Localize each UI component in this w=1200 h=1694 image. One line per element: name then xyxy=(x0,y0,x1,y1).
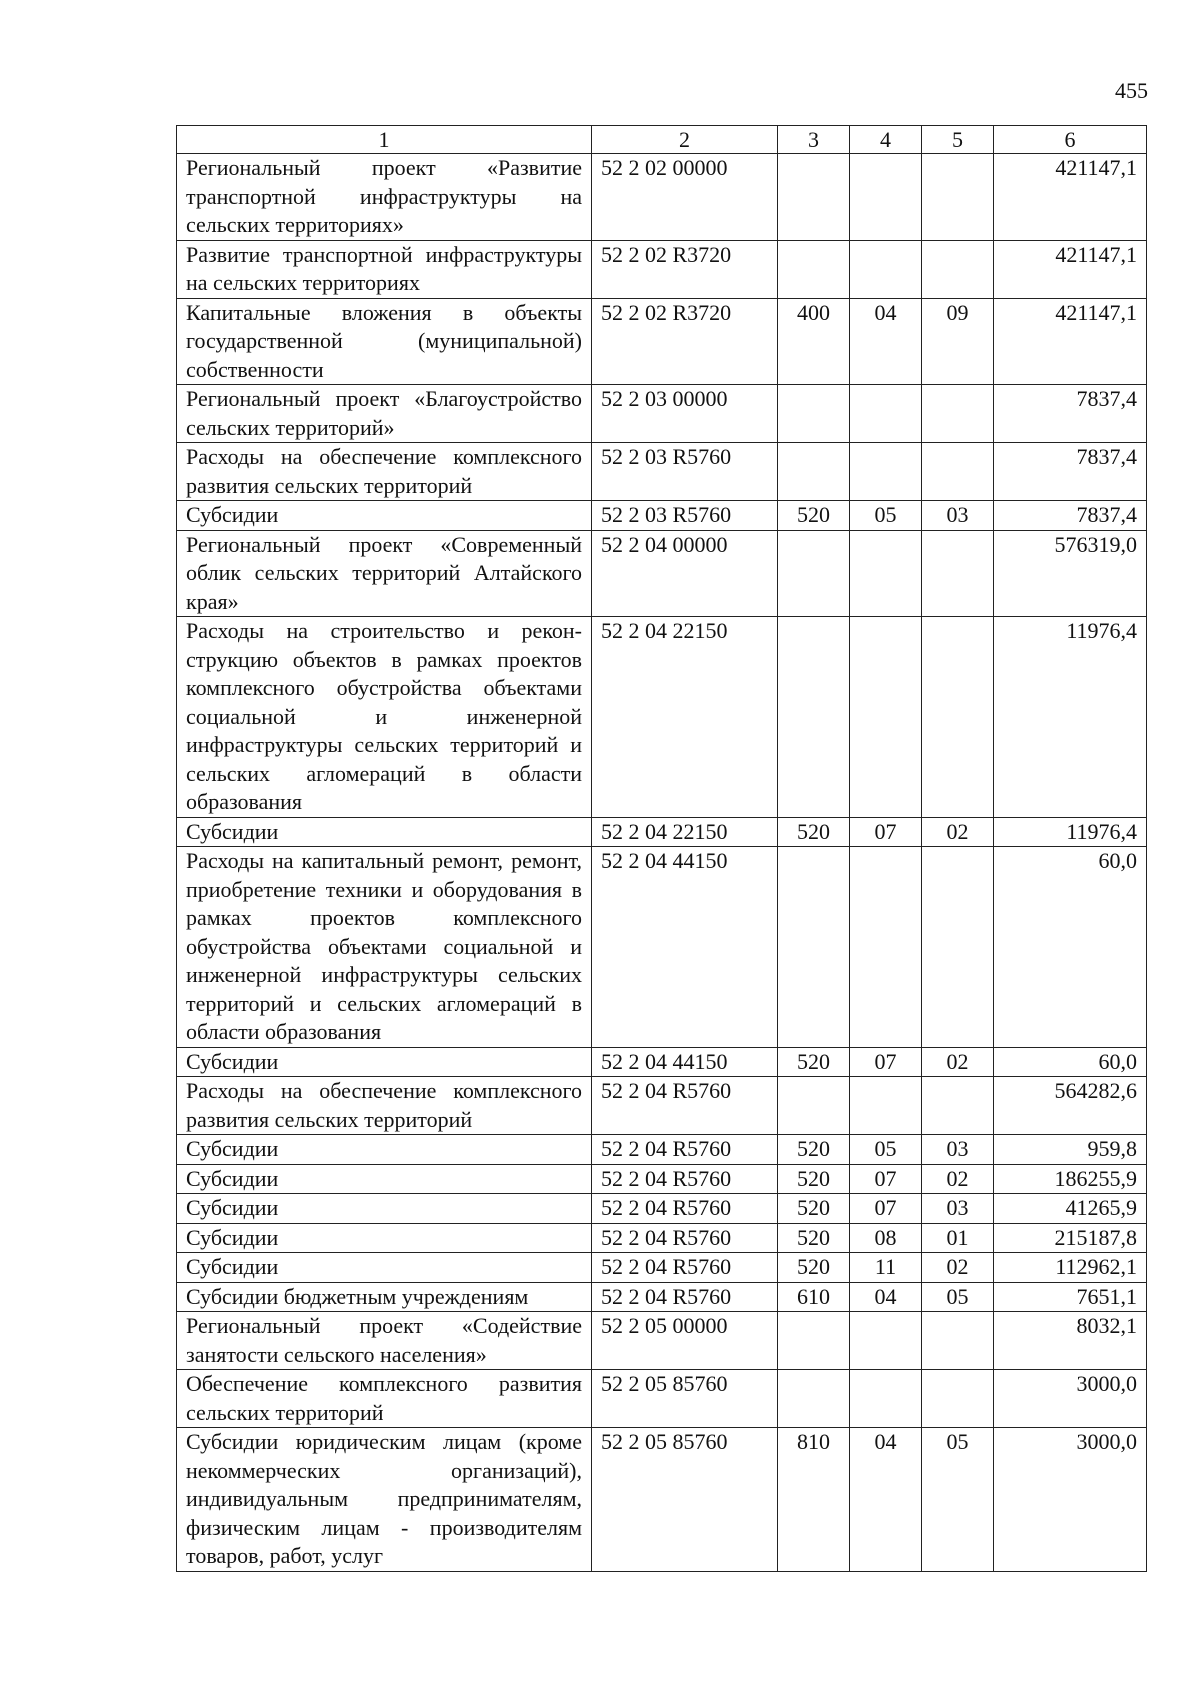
row-name-cell: Региональный проект «Содействие занятости сельского населения» xyxy=(177,1312,592,1370)
table-row xyxy=(177,154,1147,241)
row-col3-cell: 520 xyxy=(778,1253,850,1283)
row-code-cell: 52 2 04 44150 xyxy=(592,1047,778,1077)
header-row xyxy=(177,126,1147,154)
row-col3-cell xyxy=(778,847,850,1048)
row-amount-cell: 41265,9 xyxy=(994,1194,1147,1224)
row-col4-cell: 07 xyxy=(850,1047,922,1077)
row-col5-cell: 03 xyxy=(922,1194,994,1224)
row-code-cell: 52 2 04 R5760 xyxy=(592,1223,778,1253)
row-code-cell: 52 2 02 R3720 xyxy=(592,298,778,385)
row-col4-cell: 05 xyxy=(850,501,922,531)
row-col5-cell: 05 xyxy=(922,1428,994,1572)
row-name-cell: Расходы на обеспечение комплексного развития сельских территорий xyxy=(177,443,592,501)
row-col3-cell xyxy=(778,1312,850,1370)
column-header: 2 xyxy=(592,126,778,154)
row-col5-cell xyxy=(922,385,994,443)
row-col5-cell: 02 xyxy=(922,1047,994,1077)
row-name-cell: Субсидии xyxy=(177,1135,592,1165)
row-col3-cell xyxy=(778,385,850,443)
row-code-cell: 52 2 05 00000 xyxy=(592,1312,778,1370)
row-code-cell: 52 2 04 R5760 xyxy=(592,1135,778,1165)
table-row xyxy=(177,530,1147,617)
table-row xyxy=(177,1077,1147,1135)
row-code-cell: 52 2 03 R5760 xyxy=(592,443,778,501)
row-col5-cell: 03 xyxy=(922,1135,994,1165)
row-amount-cell: 215187,8 xyxy=(994,1223,1147,1253)
row-amount-cell: 3000,0 xyxy=(994,1370,1147,1428)
row-amount-cell: 7837,4 xyxy=(994,501,1147,531)
row-amount-cell: 7837,4 xyxy=(994,385,1147,443)
row-name-cell: Субсидии xyxy=(177,1253,592,1283)
row-col5-cell xyxy=(922,1312,994,1370)
row-amount-cell: 8032,1 xyxy=(994,1312,1147,1370)
row-col5-cell xyxy=(922,443,994,501)
row-name-cell: Капитальные вложения в объекты государственной (муниципальной) собственности xyxy=(177,298,592,385)
row-name-cell: Субсидии xyxy=(177,501,592,531)
row-amount-cell: 576319,0 xyxy=(994,530,1147,617)
row-col4-cell xyxy=(850,1312,922,1370)
table-row xyxy=(177,1164,1147,1194)
row-col5-cell xyxy=(922,154,994,241)
row-name-cell: Обеспечение комплексного развития сельских территорий xyxy=(177,1370,592,1428)
row-code-cell: 52 2 05 85760 xyxy=(592,1370,778,1428)
row-name-cell: Региональный проект «Развитие транспортной инфраструктуры на сельских территориях» xyxy=(177,154,592,241)
row-col5-cell xyxy=(922,1370,994,1428)
row-col4-cell: 04 xyxy=(850,1428,922,1572)
row-name-cell: Расходы на капитальный ремонт, ремонт, приобретение техники и оборудования в рамках проектов комплексного обустройства объектами социальной и инженерной инфраструктуры сельских территорий и сельских агломераций в области образования xyxy=(177,847,592,1048)
row-amount-cell: 60,0 xyxy=(994,1047,1147,1077)
row-code-cell: 52 2 03 R5760 xyxy=(592,501,778,531)
row-name-cell: Региональный проект «Благоустройство сельских территорий» xyxy=(177,385,592,443)
table-row xyxy=(177,1223,1147,1253)
row-col4-cell: 04 xyxy=(850,298,922,385)
row-name-cell: Расходы на строительство и реконструкцию объектов в рамках проектов комплексного обустройства объектами социальной и инженерной инфраструктуры сельских территорий и сельских агломераций в области образования xyxy=(177,617,592,818)
table-row xyxy=(177,817,1147,847)
row-code-cell: 52 2 04 R5760 xyxy=(592,1077,778,1135)
row-name-cell: Субсидии юридическим лицам (кроме некоммерческих организаций), индивидуальным предпринимателям, физическим лицам - производителям товаров, работ, услуг xyxy=(177,1428,592,1572)
row-name-cell: Расходы на обеспечение комплексного развития сельских территорий xyxy=(177,1077,592,1135)
row-name-cell: Субсидии xyxy=(177,817,592,847)
table-row xyxy=(177,1282,1147,1312)
row-col5-cell xyxy=(922,617,994,818)
row-col5-cell xyxy=(922,847,994,1048)
row-col5-cell xyxy=(922,240,994,298)
row-col3-cell: 520 xyxy=(778,1194,850,1224)
column-header: 4 xyxy=(850,126,922,154)
row-col5-cell: 02 xyxy=(922,1164,994,1194)
row-code-cell: 52 2 02 R3720 xyxy=(592,240,778,298)
table-header xyxy=(177,126,1147,154)
table-row xyxy=(177,443,1147,501)
table-row xyxy=(177,240,1147,298)
table-row xyxy=(177,385,1147,443)
row-code-cell: 52 2 04 00000 xyxy=(592,530,778,617)
row-code-cell: 52 2 05 85760 xyxy=(592,1428,778,1572)
row-col4-cell: 07 xyxy=(850,817,922,847)
column-header: 5 xyxy=(922,126,994,154)
row-name-cell: Региональный проект «Современный облик сельских территорий Алтайского края» xyxy=(177,530,592,617)
row-col3-cell xyxy=(778,1370,850,1428)
row-col4-cell: 07 xyxy=(850,1164,922,1194)
row-col3-cell: 520 xyxy=(778,1135,850,1165)
table-row xyxy=(177,501,1147,531)
table-body xyxy=(177,154,1147,1572)
table-row xyxy=(177,1047,1147,1077)
row-amount-cell: 3000,0 xyxy=(994,1428,1147,1572)
table-row xyxy=(177,847,1147,1048)
row-name-cell: Субсидии xyxy=(177,1223,592,1253)
row-col3-cell: 520 xyxy=(778,1164,850,1194)
row-col5-cell: 01 xyxy=(922,1223,994,1253)
row-col3-cell: 810 xyxy=(778,1428,850,1572)
row-col4-cell xyxy=(850,847,922,1048)
row-col3-cell: 400 xyxy=(778,298,850,385)
row-amount-cell: 60,0 xyxy=(994,847,1147,1048)
row-col5-cell: 02 xyxy=(922,817,994,847)
row-amount-cell: 112962,1 xyxy=(994,1253,1147,1283)
row-code-cell: 52 2 04 22150 xyxy=(592,617,778,818)
row-code-cell: 52 2 03 00000 xyxy=(592,385,778,443)
row-col5-cell: 09 xyxy=(922,298,994,385)
row-col3-cell xyxy=(778,530,850,617)
row-amount-cell: 564282,6 xyxy=(994,1077,1147,1135)
row-col4-cell: 07 xyxy=(850,1194,922,1224)
row-amount-cell: 186255,9 xyxy=(994,1164,1147,1194)
row-col5-cell xyxy=(922,1077,994,1135)
row-col4-cell xyxy=(850,385,922,443)
row-col4-cell xyxy=(850,1077,922,1135)
row-col4-cell xyxy=(850,1370,922,1428)
row-col3-cell: 520 xyxy=(778,817,850,847)
row-name-cell: Субсидии бюджетным учреждениям xyxy=(177,1282,592,1312)
row-name-cell: Субсидии xyxy=(177,1164,592,1194)
table-row xyxy=(177,1370,1147,1428)
row-col4-cell xyxy=(850,443,922,501)
row-name-cell: Субсидии xyxy=(177,1194,592,1224)
row-col3-cell: 520 xyxy=(778,1223,850,1253)
column-header: 1 xyxy=(177,126,592,154)
row-code-cell: 52 2 04 44150 xyxy=(592,847,778,1048)
row-col3-cell: 610 xyxy=(778,1282,850,1312)
row-col5-cell: 03 xyxy=(922,501,994,531)
table-row xyxy=(177,1428,1147,1572)
table-row xyxy=(177,617,1147,818)
row-col4-cell: 05 xyxy=(850,1135,922,1165)
row-col4-cell: 11 xyxy=(850,1253,922,1283)
table-row xyxy=(177,1312,1147,1370)
row-col3-cell: 520 xyxy=(778,1047,850,1077)
page-number: 455 xyxy=(1115,78,1148,103)
row-code-cell: 52 2 04 R5760 xyxy=(592,1164,778,1194)
table-row xyxy=(177,298,1147,385)
column-header: 3 xyxy=(778,126,850,154)
row-code-cell: 52 2 02 00000 xyxy=(592,154,778,241)
row-col5-cell xyxy=(922,530,994,617)
row-col4-cell: 04 xyxy=(850,1282,922,1312)
row-amount-cell: 11976,4 xyxy=(994,617,1147,818)
row-col3-cell xyxy=(778,617,850,818)
row-col4-cell xyxy=(850,240,922,298)
table-row xyxy=(177,1194,1147,1224)
budget-table xyxy=(176,125,1147,1572)
row-name-cell: Субсидии xyxy=(177,1047,592,1077)
row-amount-cell: 421147,1 xyxy=(994,240,1147,298)
table-row xyxy=(177,1135,1147,1165)
row-col4-cell: 08 xyxy=(850,1223,922,1253)
row-code-cell: 52 2 04 R5760 xyxy=(592,1282,778,1312)
row-amount-cell: 959,8 xyxy=(994,1135,1147,1165)
row-code-cell: 52 2 04 R5760 xyxy=(592,1253,778,1283)
row-col3-cell xyxy=(778,1077,850,1135)
row-col5-cell: 02 xyxy=(922,1253,994,1283)
row-code-cell: 52 2 04 R5760 xyxy=(592,1194,778,1224)
row-col3-cell xyxy=(778,154,850,241)
row-amount-cell: 7837,4 xyxy=(994,443,1147,501)
row-col5-cell: 05 xyxy=(922,1282,994,1312)
row-col4-cell xyxy=(850,617,922,818)
row-amount-cell: 7651,1 xyxy=(994,1282,1147,1312)
row-amount-cell: 11976,4 xyxy=(994,817,1147,847)
row-amount-cell: 421147,1 xyxy=(994,154,1147,241)
table-row xyxy=(177,1253,1147,1283)
row-amount-cell: 421147,1 xyxy=(994,298,1147,385)
row-col3-cell: 520 xyxy=(778,501,850,531)
row-col4-cell xyxy=(850,530,922,617)
row-col3-cell xyxy=(778,240,850,298)
row-col4-cell xyxy=(850,154,922,241)
row-name-cell: Развитие транспортной инфраструктуры на сельских территориях xyxy=(177,240,592,298)
row-code-cell: 52 2 04 22150 xyxy=(592,817,778,847)
column-header: 6 xyxy=(994,126,1147,154)
row-col3-cell xyxy=(778,443,850,501)
